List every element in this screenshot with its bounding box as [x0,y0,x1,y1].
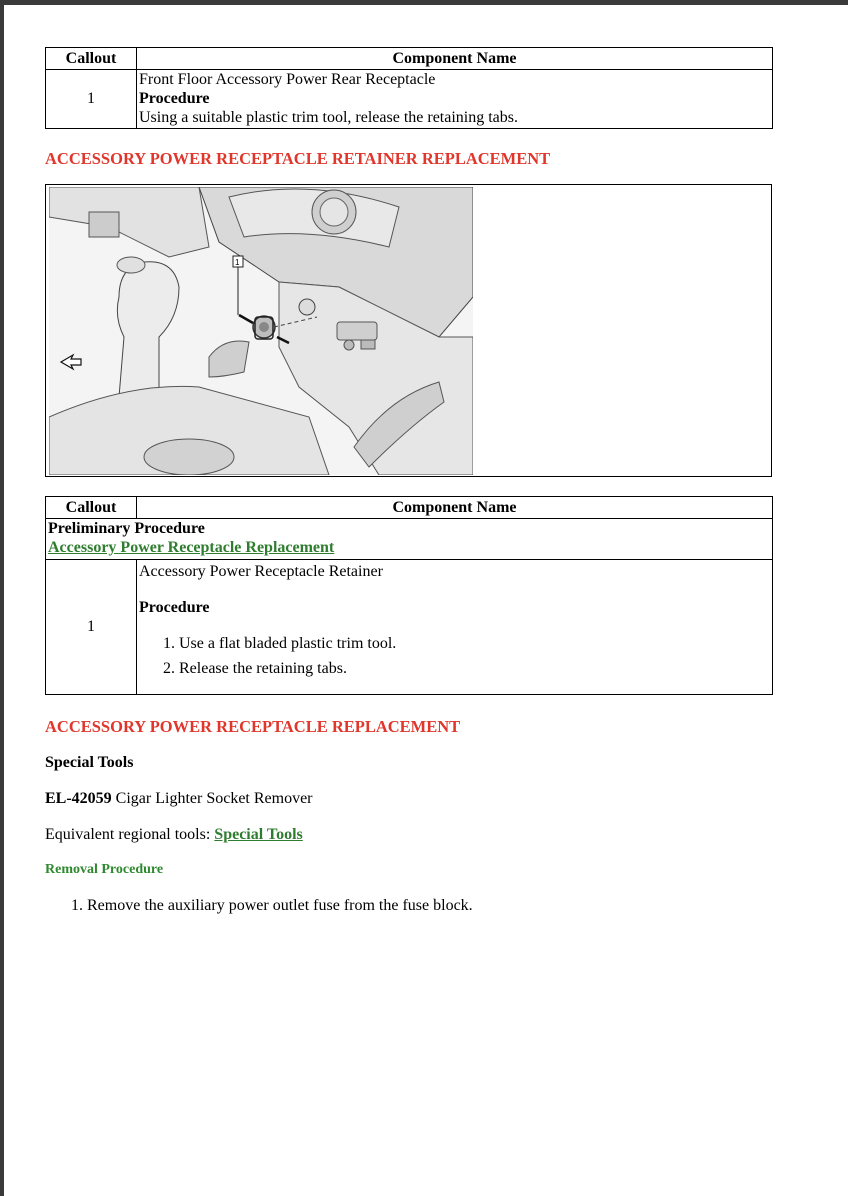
step-1-text: Use a flat bladed plastic trim tool. [179,635,397,652]
figure-frame [45,184,772,477]
removal-procedure-heading: Removal Procedure [45,862,164,877]
step-2-text: Release the retaining tabs. [179,660,347,677]
step-1: 1. Use a flat bladed plastic trim tool. [163,635,397,652]
tool-name: Cigar Lighter Socket Remover [115,790,313,807]
figure-callout-1: 1 [235,258,240,267]
equivalent-tools-line [45,826,303,844]
component-cell [137,560,773,695]
component-name-header: Component Name [137,497,773,519]
component-name-header: Component Name [137,48,773,70]
removal-step-1: 1. Remove the auxiliary power outlet fuse from the fuse block. [71,897,473,914]
procedure-label: Procedure [139,90,210,107]
special-tools-label: Special Tools [45,754,134,771]
removal-step-1-text: Remove the auxiliary power outlet fuse from the fuse block. [87,897,473,914]
step-2: 2. Release the retaining tabs. [163,660,347,677]
section-title-receptacle: ACCESSORY POWER RECEPTACLE REPLACEMENT [45,717,461,736]
tool-line [45,790,313,808]
callout-table-1 [45,47,773,129]
procedure-label: Procedure [139,599,210,616]
console-illustration [49,187,473,475]
callout-header: Callout [46,497,137,519]
component-name: Accessory Power Receptacle Retainer [139,563,383,580]
component-name: Front Floor Accessory Power Rear Receptacle [139,71,436,88]
callout-table-2 [45,496,773,695]
preliminary-cell [46,519,773,560]
callout-number: 1 [46,70,137,129]
preliminary-link[interactable]: Accessory Power Receptacle Replacement [48,539,335,556]
equivalent-tools-text: Equivalent regional tools: [45,826,211,843]
window-top-border [0,0,848,5]
callout-number: 1 [46,560,137,695]
special-tools-link[interactable]: Special Tools [214,826,303,843]
callout-header: Callout [46,48,137,70]
preliminary-label: Preliminary Procedure [48,520,205,537]
procedure-text: Using a suitable plastic trim tool, release the retaining tabs. [139,109,519,126]
section-title-retainer: ACCESSORY POWER RECEPTACLE RETAINER REPLACEMENT [45,149,551,168]
tool-code: EL-42059 [45,790,112,807]
window-left-border [0,0,4,1196]
component-cell [137,70,773,129]
